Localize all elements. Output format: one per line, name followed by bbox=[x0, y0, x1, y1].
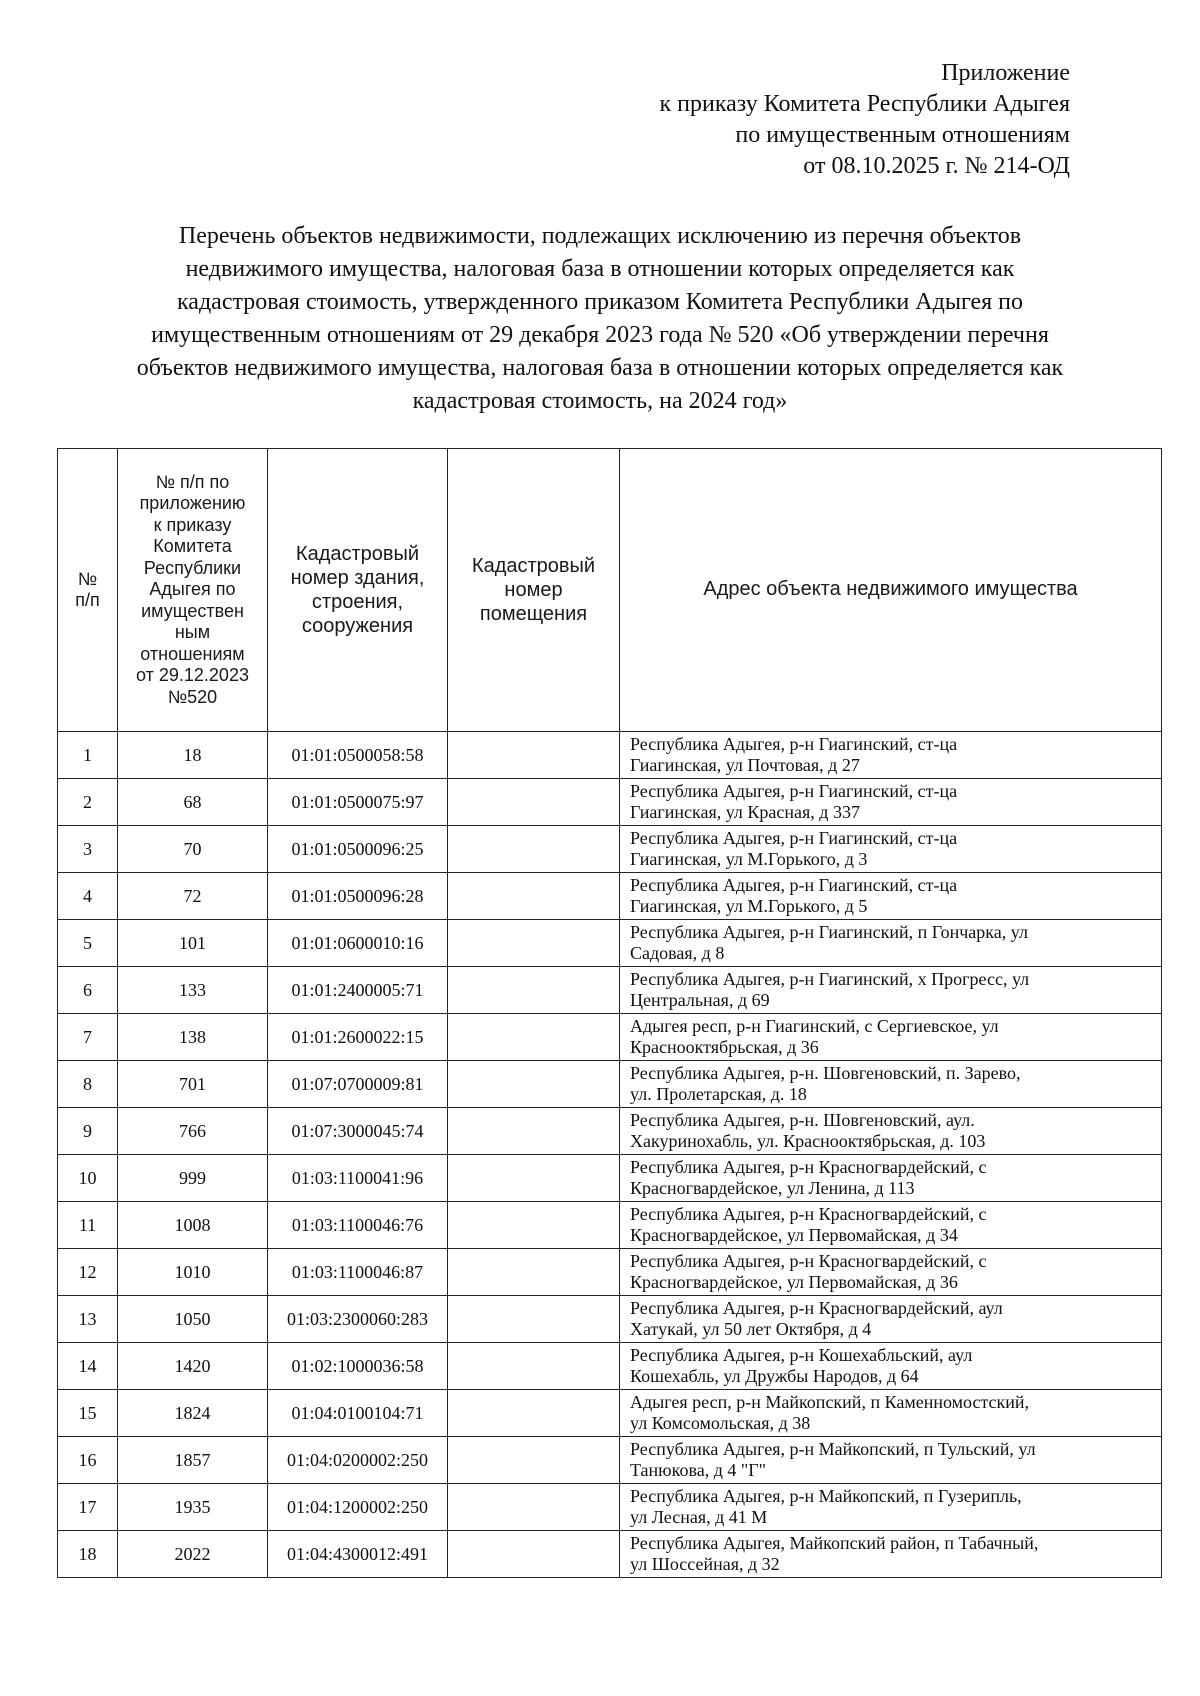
cell-cad-building: 01:01:2600022:15 bbox=[268, 1014, 448, 1061]
cell-num: 4 bbox=[58, 873, 118, 920]
cell-cad-room bbox=[448, 1343, 620, 1390]
cell-cad-room bbox=[448, 1531, 620, 1578]
header-line: Адыгея по bbox=[149, 579, 236, 600]
address-line: Адыгея респ, р-н Майкопский, п Каменномостский, bbox=[630, 1392, 1030, 1412]
cell-cad-building: 01:01:0500075:97 bbox=[268, 779, 448, 826]
cell-num: 12 bbox=[58, 1249, 118, 1296]
table-row bbox=[58, 1061, 1162, 1108]
table-header-row bbox=[58, 449, 1162, 732]
cell-cad-building: 01:03:1100046:87 bbox=[268, 1249, 448, 1296]
cell-cad-room bbox=[448, 1390, 620, 1437]
address-line: Республика Адыгея, р-н Гиагинский, ст-ца bbox=[630, 734, 958, 754]
cell-num: 10 bbox=[58, 1155, 118, 1202]
cell-ref: 1050 bbox=[118, 1296, 268, 1343]
cell-ref: 68 bbox=[118, 779, 268, 826]
cell-num: 17 bbox=[58, 1484, 118, 1531]
cell-ref: 999 bbox=[118, 1155, 268, 1202]
header-cad-building bbox=[268, 449, 448, 732]
cell-cad-room bbox=[448, 1108, 620, 1155]
address-line: Республика Адыгея, р-н Майкопский, п Гузерипль, bbox=[630, 1486, 1022, 1506]
address-line: Республика Адыгея, р-н Красногвардейский, с bbox=[630, 1204, 987, 1224]
address-line: Республика Адыгея, р-н Красногвардейский, с bbox=[630, 1157, 987, 1177]
cell-address bbox=[620, 1061, 1162, 1108]
table-row bbox=[58, 732, 1162, 779]
table-row bbox=[58, 873, 1162, 920]
cell-cad-room bbox=[448, 1296, 620, 1343]
header-line: от 29.12.2023 bbox=[136, 665, 249, 686]
cell-address bbox=[620, 1390, 1162, 1437]
header-line: Кадастровый bbox=[295, 543, 420, 565]
header-line: ным bbox=[174, 622, 211, 643]
cell-cad-building: 01:04:0100104:71 bbox=[268, 1390, 448, 1437]
cell-address bbox=[620, 732, 1162, 779]
cell-num: 11 bbox=[58, 1202, 118, 1249]
header-line: Республики bbox=[143, 557, 242, 578]
table-row bbox=[58, 967, 1162, 1014]
header-line: к приказу bbox=[153, 514, 232, 535]
cell-ref: 70 bbox=[118, 826, 268, 873]
table-row bbox=[58, 1343, 1162, 1390]
cell-num: 1 bbox=[58, 732, 118, 779]
cell-cad-building: 01:01:2400005:71 bbox=[268, 967, 448, 1014]
address-line: Гиагинская, ул М.Горького, д 5 bbox=[630, 896, 868, 916]
table-row bbox=[58, 1202, 1162, 1249]
header-line: номер здания, bbox=[290, 567, 425, 589]
cell-cad-building: 01:01:0500058:58 bbox=[268, 732, 448, 779]
title-line: Перечень объектов недвижимости, подлежащих исключению из перечня объектов bbox=[178, 223, 1022, 249]
cell-cad-building: 01:07:3000045:74 bbox=[268, 1108, 448, 1155]
address-line: Красногвардейское, ул Ленина, д 113 bbox=[630, 1178, 915, 1198]
address-line: Республика Адыгея, р-н. Шовгеновский, п. Зарево, bbox=[630, 1063, 1021, 1083]
table-body bbox=[58, 732, 1162, 1578]
header-line: № п/п по bbox=[155, 471, 230, 492]
header-line: приложению bbox=[139, 493, 246, 514]
cell-cad-room bbox=[448, 967, 620, 1014]
cell-ref: 701 bbox=[118, 1061, 268, 1108]
table-row bbox=[58, 1296, 1162, 1343]
cell-cad-room bbox=[448, 1202, 620, 1249]
cell-address bbox=[620, 1014, 1162, 1061]
cell-address bbox=[620, 779, 1162, 826]
address-line: Кошехабль, ул Дружбы Народов, д 64 bbox=[630, 1366, 919, 1386]
address-line: Красногвардейское, ул Первомайская, д 36 bbox=[630, 1272, 958, 1292]
cell-cad-room bbox=[448, 1155, 620, 1202]
cell-address bbox=[620, 826, 1162, 873]
appendix-line: от 08.10.2025 г. № 214-ОД bbox=[803, 153, 1070, 179]
header-line: п/п bbox=[75, 590, 100, 610]
address-line: Республика Адыгея, р-н Гиагинский, ст-ца bbox=[630, 828, 958, 848]
cell-cad-building: 01:03:1100046:76 bbox=[268, 1202, 448, 1249]
table-row bbox=[58, 1437, 1162, 1484]
cell-num: 6 bbox=[58, 967, 118, 1014]
cell-address bbox=[620, 1531, 1162, 1578]
cell-address bbox=[620, 1155, 1162, 1202]
cell-ref: 18 bbox=[118, 732, 268, 779]
header-line: имуществен bbox=[141, 600, 244, 621]
address-line: Республика Адыгея, р-н Кошехабльский, аул bbox=[630, 1345, 973, 1365]
cell-ref: 138 bbox=[118, 1014, 268, 1061]
table-row bbox=[58, 1014, 1162, 1061]
cell-cad-room bbox=[448, 1014, 620, 1061]
cell-num: 5 bbox=[58, 920, 118, 967]
cell-cad-building: 01:02:1000036:58 bbox=[268, 1343, 448, 1390]
address-line: Садовая, д 8 bbox=[630, 943, 725, 963]
cell-num: 3 bbox=[58, 826, 118, 873]
cell-ref: 101 bbox=[118, 920, 268, 967]
cell-num: 8 bbox=[58, 1061, 118, 1108]
appendix-line: к приказу Комитета Республики Адыгея bbox=[659, 91, 1070, 117]
cell-cad-building: 01:07:0700009:81 bbox=[268, 1061, 448, 1108]
header-line: помещения bbox=[479, 603, 588, 625]
address-line: Республика Адыгея, Майкопский район, п Табачный, bbox=[630, 1533, 1039, 1553]
cell-ref: 72 bbox=[118, 873, 268, 920]
title-line: кадастровая стоимость, утвержденного приказом Комитета Республики Адыгея по bbox=[177, 289, 1023, 315]
cell-address bbox=[620, 967, 1162, 1014]
cell-cad-room bbox=[448, 920, 620, 967]
table-row bbox=[58, 1484, 1162, 1531]
cell-num: 7 bbox=[58, 1014, 118, 1061]
address-line: Хакуринохабль, ул. Краснооктябрьская, д. 103 bbox=[630, 1131, 986, 1151]
cell-ref: 2022 bbox=[118, 1531, 268, 1578]
header-line: номер bbox=[504, 579, 563, 601]
cell-cad-building: 01:04:4300012:491 bbox=[268, 1531, 448, 1578]
address-line: Адыгея респ, р-н Гиагинский, с Сергиевское, ул bbox=[630, 1016, 999, 1036]
cell-ref: 1857 bbox=[118, 1437, 268, 1484]
appendix-line: по имущественным отношениям bbox=[735, 122, 1070, 148]
cell-ref: 766 bbox=[118, 1108, 268, 1155]
address-line: Республика Адыгея, р-н Красногвардейский, с bbox=[630, 1251, 987, 1271]
header-line: №520 bbox=[167, 686, 218, 707]
cell-cad-building: 01:01:0500096:28 bbox=[268, 873, 448, 920]
cell-num: 15 bbox=[58, 1390, 118, 1437]
cell-cad-room bbox=[448, 1061, 620, 1108]
cell-address bbox=[620, 1202, 1162, 1249]
cell-num: 16 bbox=[58, 1437, 118, 1484]
address-line: Красногвардейское, ул Первомайская, д 34 bbox=[630, 1225, 958, 1245]
header-line: строения, bbox=[311, 591, 404, 613]
header-line: № bbox=[77, 568, 98, 589]
table-row bbox=[58, 1390, 1162, 1437]
header-line: отношениям bbox=[140, 643, 245, 664]
address-line: ул Шоссейная, д 32 bbox=[630, 1554, 780, 1574]
document-title bbox=[28, 220, 1172, 418]
cell-address bbox=[620, 920, 1162, 967]
cell-num: 9 bbox=[58, 1108, 118, 1155]
header-ref bbox=[118, 449, 268, 732]
header-line: Комитета bbox=[153, 536, 232, 557]
table-row bbox=[58, 1249, 1162, 1296]
address-line: Гиагинская, ул М.Горького, д 3 bbox=[630, 849, 868, 869]
appendix-block bbox=[659, 58, 1070, 182]
header-line: Кадастровый bbox=[471, 555, 596, 577]
cell-ref: 1824 bbox=[118, 1390, 268, 1437]
title-line: объектов недвижимого имущества, налоговая база в отношении которых определяется как bbox=[136, 355, 1064, 381]
cell-num: 2 bbox=[58, 779, 118, 826]
table-row bbox=[58, 1531, 1162, 1578]
cell-num: 14 bbox=[58, 1343, 118, 1390]
address-line: ул Комсомольская, д 38 bbox=[630, 1413, 811, 1433]
cell-ref: 1010 bbox=[118, 1249, 268, 1296]
header-line: сооружения bbox=[301, 615, 414, 637]
header-cad-room bbox=[448, 449, 620, 732]
cell-ref: 1420 bbox=[118, 1343, 268, 1390]
address-line: ул. Пролетарская, д. 18 bbox=[630, 1084, 807, 1104]
address-line: Республика Адыгея, р-н Гиагинский, п Гончарка, ул bbox=[630, 922, 1028, 942]
address-line: Республика Адыгея, р-н. Шовгеновский, аул. bbox=[630, 1110, 975, 1130]
cell-ref: 133 bbox=[118, 967, 268, 1014]
cell-cad-building: 01:01:0600010:16 bbox=[268, 920, 448, 967]
cell-cad-building: 01:04:1200002:250 bbox=[268, 1484, 448, 1531]
address-line: Центральная, д 69 bbox=[630, 990, 770, 1010]
cell-cad-room bbox=[448, 1249, 620, 1296]
cell-num: 13 bbox=[58, 1296, 118, 1343]
cell-address bbox=[620, 873, 1162, 920]
header-num bbox=[58, 449, 118, 732]
cell-cad-building: 01:01:0500096:25 bbox=[268, 826, 448, 873]
cell-cad-building: 01:03:1100041:96 bbox=[268, 1155, 448, 1202]
title-line: недвижимого имущества, налоговая база в отношении которых определяется как bbox=[185, 256, 1015, 282]
table-row bbox=[58, 920, 1162, 967]
cell-cad-room bbox=[448, 779, 620, 826]
cell-cad-room bbox=[448, 1437, 620, 1484]
objects-table bbox=[57, 448, 1162, 1578]
cell-ref: 1008 bbox=[118, 1202, 268, 1249]
cell-address bbox=[620, 1437, 1162, 1484]
cell-address bbox=[620, 1249, 1162, 1296]
address-line: Республика Адыгея, р-н Гиагинский, х Прогресс, ул bbox=[630, 969, 1030, 989]
address-line: Краснооктябрьская, д 36 bbox=[630, 1037, 819, 1057]
cell-num: 18 bbox=[58, 1531, 118, 1578]
address-line: Танюкова, д 4 "Г" bbox=[630, 1460, 766, 1480]
cell-address bbox=[620, 1108, 1162, 1155]
table-row bbox=[58, 1108, 1162, 1155]
cell-address bbox=[620, 1343, 1162, 1390]
address-line: Хатукай, ул 50 лет Октября, д 4 bbox=[630, 1319, 872, 1339]
address-line: Гиагинская, ул Почтовая, д 27 bbox=[630, 755, 860, 775]
address-line: Республика Адыгея, р-н Гиагинский, ст-ца bbox=[630, 781, 958, 801]
cell-ref: 1935 bbox=[118, 1484, 268, 1531]
header-address: Адрес объекта недвижимого имущества bbox=[620, 449, 1162, 732]
cell-cad-room bbox=[448, 732, 620, 779]
address-line: Республика Адыгея, р-н Красногвардейский, аул bbox=[630, 1298, 1003, 1318]
address-line: Республика Адыгея, р-н Гиагинский, ст-ца bbox=[630, 875, 958, 895]
cell-address bbox=[620, 1484, 1162, 1531]
title-line: имущественным отношениям от 29 декабря 2023 года № 520 «Об утверждении перечня bbox=[151, 322, 1049, 348]
table-row bbox=[58, 826, 1162, 873]
address-line: Республика Адыгея, р-н Майкопский, п Тульский, ул bbox=[630, 1439, 1036, 1459]
cell-cad-room bbox=[448, 1484, 620, 1531]
address-line: Гиагинская, ул Красная, д 337 bbox=[630, 802, 860, 822]
table-row bbox=[58, 1155, 1162, 1202]
cell-cad-room bbox=[448, 873, 620, 920]
cell-cad-building: 01:04:0200002:250 bbox=[268, 1437, 448, 1484]
cell-cad-room bbox=[448, 826, 620, 873]
appendix-line: Приложение bbox=[941, 60, 1070, 86]
cell-cad-building: 01:03:2300060:283 bbox=[268, 1296, 448, 1343]
title-line: кадастровая стоимость, на 2024 год» bbox=[412, 388, 788, 414]
address-line: ул Лесная, д 41 М bbox=[630, 1507, 768, 1527]
cell-address bbox=[620, 1296, 1162, 1343]
table-row bbox=[58, 779, 1162, 826]
